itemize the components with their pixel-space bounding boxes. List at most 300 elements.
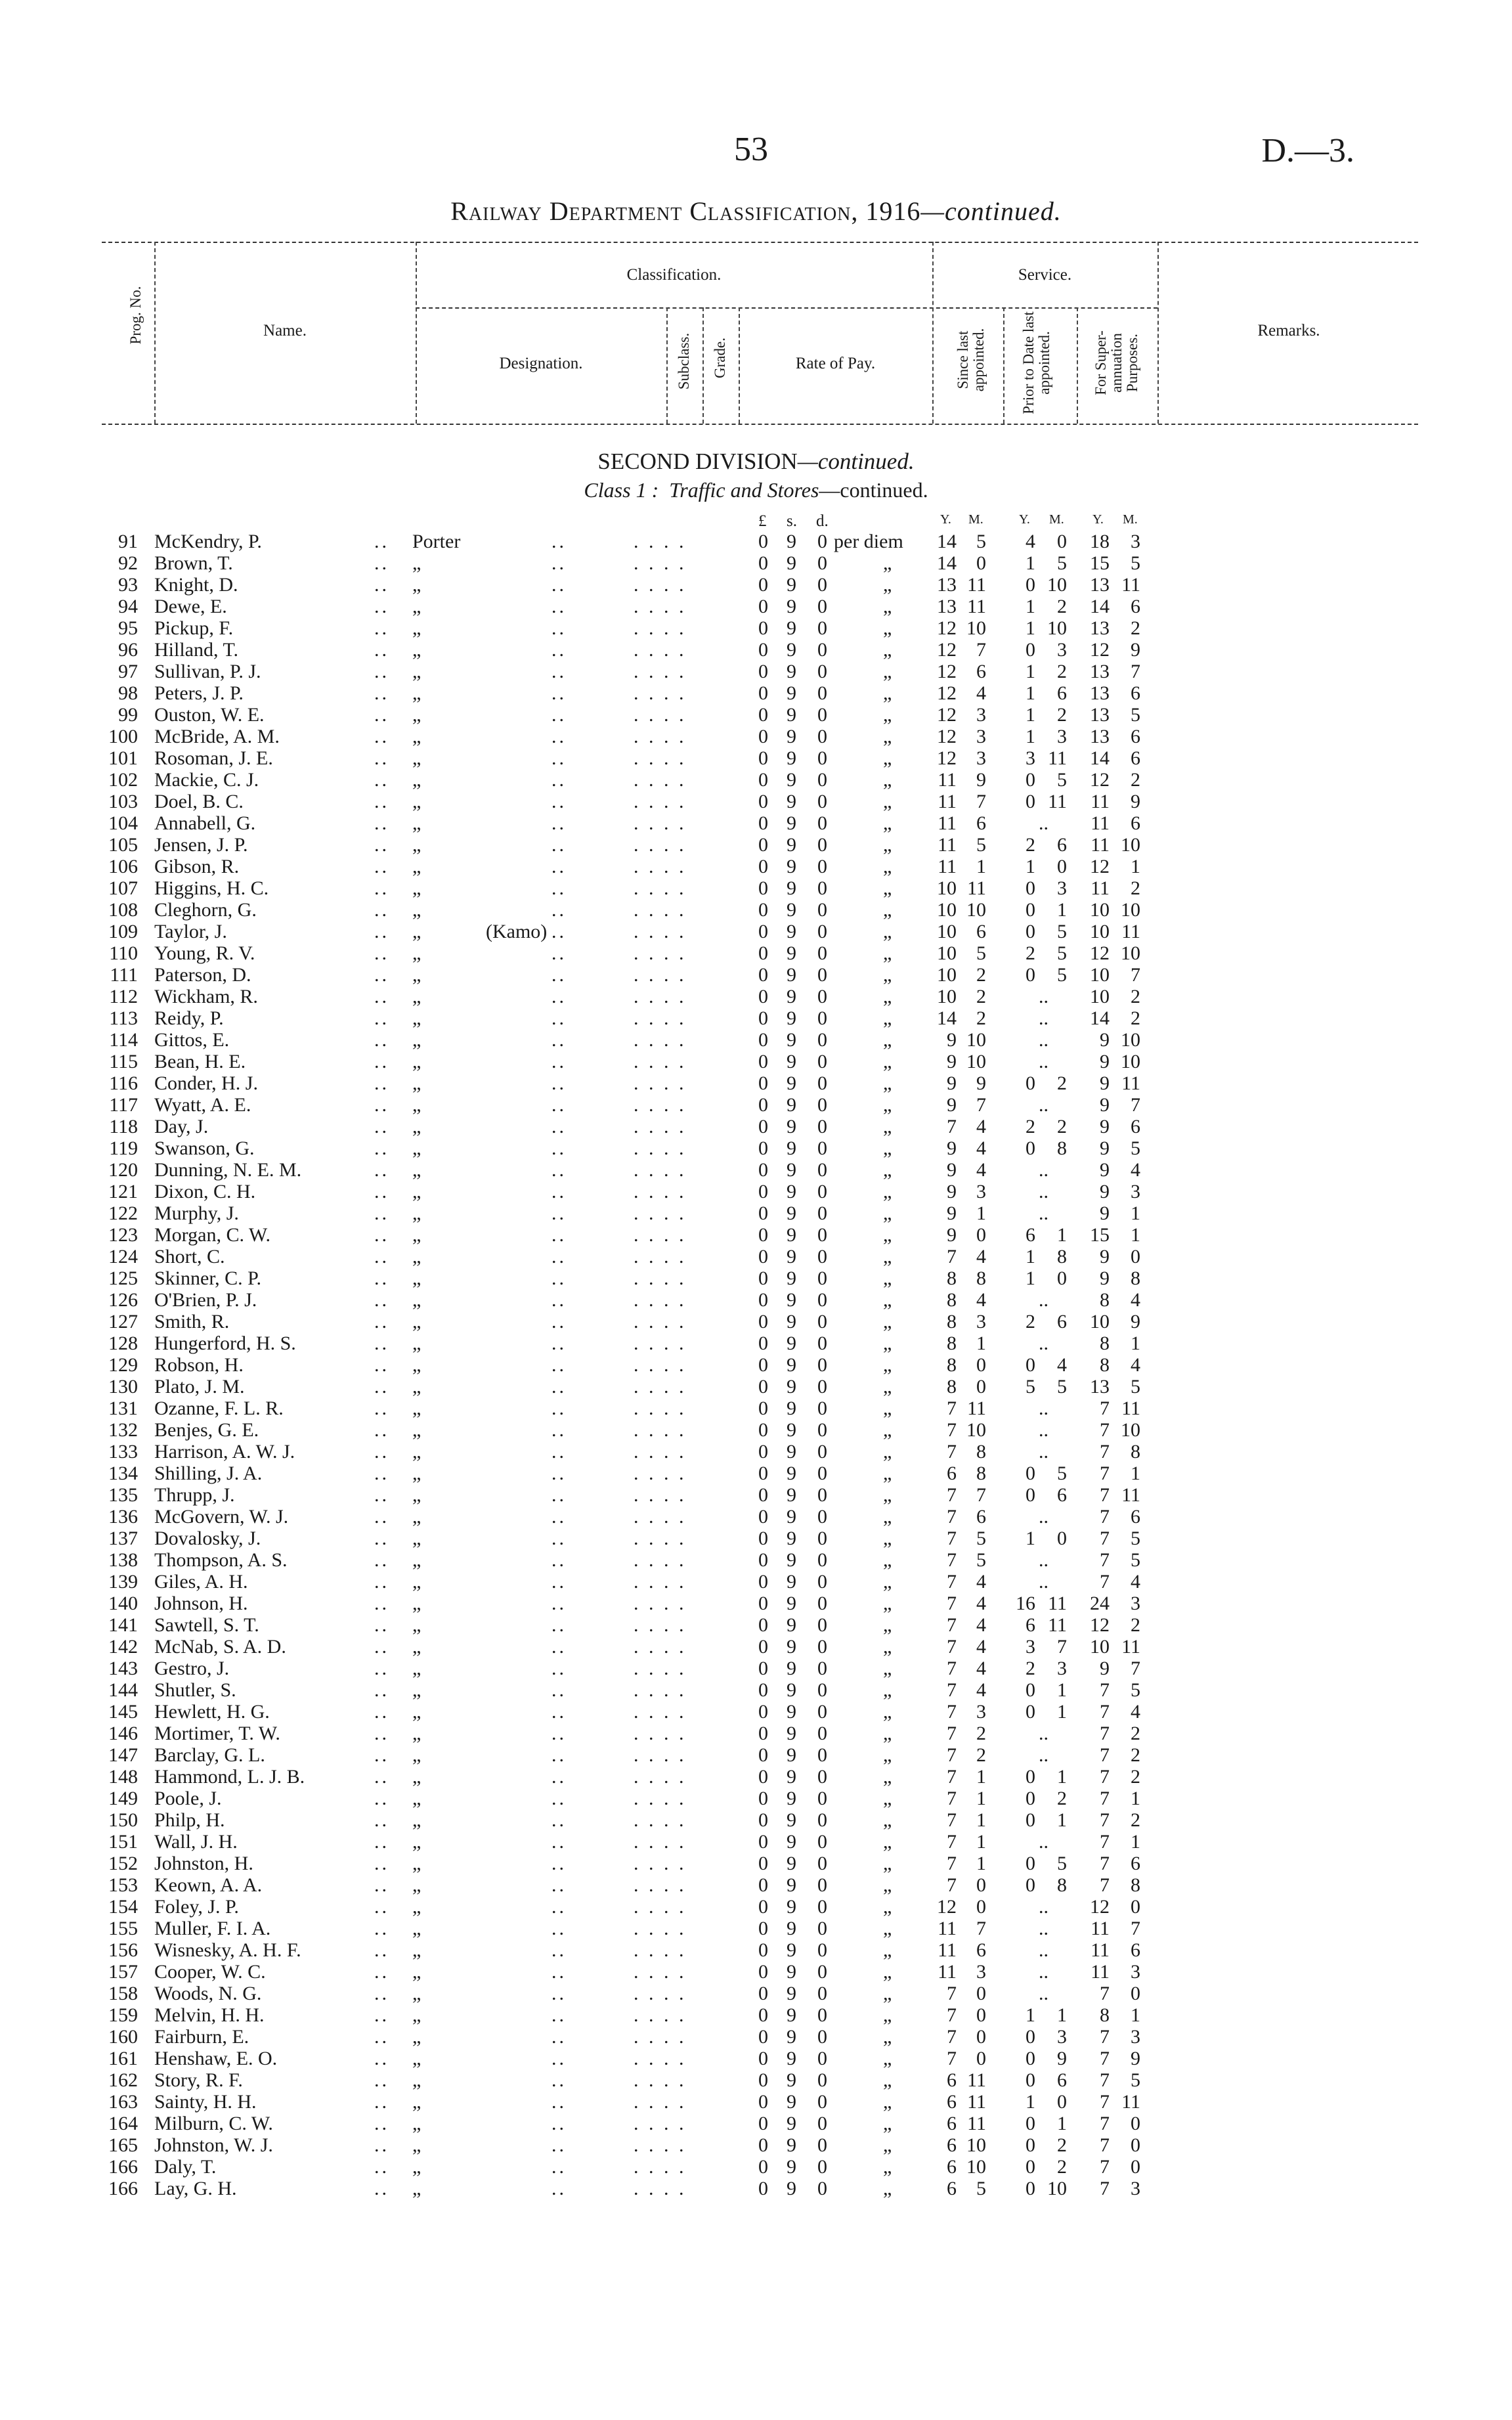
pay-pounds: 0 [758, 942, 768, 964]
staff-name: Ozanne, F. L. R. [154, 1397, 284, 1419]
pay-shillings: 9 [787, 1701, 796, 1723]
prog-number: 130 [108, 1376, 138, 1397]
super-months: 3 [1131, 531, 1140, 552]
prior-years: 0 [1026, 1701, 1035, 1723]
super-years: 7 [1100, 1549, 1110, 1571]
designation: „ [412, 747, 421, 769]
leader-dots: .. [551, 1137, 567, 1159]
table-row [0, 1549, 1512, 1571]
table-row [0, 1896, 1512, 1918]
pay-shillings: 9 [787, 1311, 796, 1332]
designation: Porter [412, 531, 461, 552]
table-row [0, 769, 1512, 791]
prior-months: 4 [1057, 1354, 1067, 1376]
prior-years: 1 [1026, 726, 1035, 747]
designation: „ [412, 726, 421, 747]
leader-dots: . . . . [634, 1766, 687, 1788]
leader-dots: .. [551, 1983, 567, 2004]
pay-unit: „ [883, 1788, 892, 1809]
super-months: 1 [1131, 2004, 1140, 2026]
pay-pence: 0 [817, 747, 827, 769]
since-months: 4 [976, 1289, 986, 1311]
pay-unit: „ [883, 1376, 892, 1397]
pay-unit: „ [883, 1983, 892, 2004]
prior-months: 0 [1057, 2091, 1067, 2113]
super-months: 3 [1131, 1593, 1140, 1614]
designation: „ [412, 986, 421, 1007]
leader-dots: .. [551, 1224, 567, 1246]
prior-months: 10 [1047, 617, 1067, 639]
pay-pounds: 0 [758, 1766, 768, 1788]
leader-dots: . . . . [634, 1831, 687, 1853]
pay-unit: „ [883, 1159, 892, 1181]
prog-number: 158 [108, 1983, 138, 2004]
designation: „ [412, 1766, 421, 1788]
leader-dots: . . . . [634, 1007, 687, 1029]
since-years: 12 [937, 639, 957, 661]
leader-dots: . . . . [634, 1549, 687, 1571]
since-years: 13 [937, 596, 957, 617]
table-row [0, 1766, 1512, 1788]
pay-pounds: 0 [758, 1267, 768, 1289]
designation: „ [412, 877, 421, 899]
pay-shillings: 9 [787, 2134, 796, 2156]
since-years: 11 [938, 791, 957, 812]
staff-name: Higgins, H. C. [154, 877, 269, 899]
document-code: D.—3. [1261, 132, 1354, 169]
pay-pounds: 0 [758, 1181, 768, 1202]
designation: „ [412, 1419, 421, 1441]
leader-dots: . . . . [634, 704, 687, 726]
since-months: 2 [976, 986, 986, 1007]
header-remarks: Remarks. [1257, 322, 1320, 340]
table-row [0, 1918, 1512, 1939]
staff-name: Daly, T. [154, 2156, 217, 2178]
pay-pence: 0 [817, 2004, 827, 2026]
pay-shillings: 9 [787, 1961, 796, 1983]
staff-name: Taylor, J. [154, 921, 227, 942]
leader-dots: .. [551, 1679, 567, 1701]
leader-dots: . . . . [634, 639, 687, 661]
prior-months: 8 [1057, 1137, 1067, 1159]
staff-name: Plato, J. M. [154, 1376, 245, 1397]
since-years: 9 [947, 1202, 957, 1224]
since-years: 7 [947, 1614, 957, 1636]
pay-pence: 0 [817, 1788, 827, 1809]
pay-pence: 0 [817, 1029, 827, 1051]
pay-unit: per diem [834, 531, 903, 552]
pay-unit: „ [883, 769, 892, 791]
pay-shillings: 9 [787, 1094, 796, 1116]
pay-pence: 0 [817, 1246, 827, 1267]
prior-years: .. [1039, 1549, 1048, 1571]
pay-pence: 0 [817, 574, 827, 596]
pay-pence: 0 [817, 1311, 827, 1332]
super-months: 11 [1121, 574, 1140, 596]
since-years: 10 [937, 877, 957, 899]
super-months: 7 [1131, 661, 1140, 682]
table-row [0, 1853, 1512, 1874]
leader-dots: .. [551, 877, 567, 899]
since-months: 0 [976, 1896, 986, 1918]
since-years: 10 [937, 921, 957, 942]
pay-unit: „ [883, 704, 892, 726]
leader-dots: .. [374, 1593, 389, 1614]
leader-dots: . . . . [634, 1116, 687, 1137]
leader-dots: . . . . [634, 1137, 687, 1159]
pay-pounds: 0 [758, 1528, 768, 1549]
prog-number: 156 [108, 1939, 138, 1961]
table-row [0, 1007, 1512, 1029]
since-years: 10 [937, 964, 957, 986]
table-row [0, 1939, 1512, 1961]
designation: „ [412, 2069, 421, 2091]
pay-unit: „ [883, 1809, 892, 1831]
leader-dots: .. [374, 2026, 389, 2048]
leader-dots: .. [374, 574, 389, 596]
prior-years: 1 [1026, 856, 1035, 877]
leader-dots: .. [551, 1311, 567, 1332]
designation: „ [412, 1896, 421, 1918]
since-months: 7 [976, 1484, 986, 1506]
table-row [0, 704, 1512, 726]
table-row [0, 791, 1512, 812]
prior-years: 1 [1026, 596, 1035, 617]
leader-dots: .. [551, 899, 567, 921]
leader-dots: .. [374, 1896, 389, 1918]
prog-number: 125 [108, 1267, 138, 1289]
prior-years: 6 [1026, 1224, 1035, 1246]
prior-years: 3 [1026, 1636, 1035, 1658]
prior-months: 10 [1047, 2178, 1067, 2199]
since-years: 13 [937, 574, 957, 596]
since-months: 0 [976, 1983, 986, 2004]
pay-pence: 0 [817, 1679, 827, 1701]
leader-dots: . . . . [634, 1961, 687, 1983]
super-years: 12 [1090, 1896, 1110, 1918]
leader-dots: . . . . [634, 1441, 687, 1463]
super-years: 7 [1100, 2091, 1110, 2113]
pay-unit: „ [883, 552, 892, 574]
super-months: 10 [1121, 899, 1140, 921]
super-years: 7 [1100, 2156, 1110, 2178]
since-months: 10 [966, 2134, 986, 2156]
since-months: 2 [976, 1723, 986, 1744]
super-months: 3 [1131, 2178, 1140, 2199]
pay-pence: 0 [817, 1376, 827, 1397]
title-main: Railway Department Classification, 1916 [450, 196, 921, 226]
leader-dots: .. [374, 1766, 389, 1788]
pay-shillings: 9 [787, 1267, 796, 1289]
leader-dots: . . . . [634, 2091, 687, 2113]
since-years: 14 [937, 1007, 957, 1029]
pay-pounds: 0 [758, 1029, 768, 1051]
since-months: 1 [976, 1809, 986, 1831]
since-months: 4 [976, 1614, 986, 1636]
prior-years: 6 [1026, 1614, 1035, 1636]
leader-dots: .. [551, 1918, 567, 1939]
staff-name: Murphy, J. [154, 1202, 239, 1224]
pay-unit: „ [883, 2178, 892, 2199]
prog-number: 139 [108, 1571, 138, 1593]
prog-number: 99 [118, 704, 138, 726]
table-row [0, 1441, 1512, 1463]
super-months: 1 [1131, 1202, 1140, 1224]
pay-unit: „ [883, 2004, 892, 2026]
prior-years: 2 [1026, 834, 1035, 856]
prog-number: 128 [108, 1332, 138, 1354]
since-months: 4 [976, 1658, 986, 1679]
super-years: 7 [1100, 1571, 1110, 1593]
prior-months: 11 [1048, 1593, 1067, 1614]
prog-number: 110 [109, 942, 138, 964]
prior-years: 2 [1026, 1658, 1035, 1679]
super-years: 7 [1100, 1809, 1110, 1831]
table-row [0, 899, 1512, 921]
leader-dots: .. [374, 1874, 389, 1896]
pay-pence: 0 [817, 1159, 827, 1181]
prior-years: .. [1039, 1896, 1048, 1918]
super-months: 7 [1131, 1658, 1140, 1679]
leader-dots: .. [551, 552, 567, 574]
prog-number: 91 [118, 531, 138, 552]
pay-unit: „ [883, 812, 892, 834]
leader-dots: .. [374, 1267, 389, 1289]
prog-number: 96 [118, 639, 138, 661]
pay-shillings: 9 [787, 986, 796, 1007]
header-subclass: Subclass. [676, 332, 692, 390]
super-months: 5 [1131, 1679, 1140, 1701]
pay-pence: 0 [817, 1831, 827, 1853]
super-months: 11 [1121, 1072, 1140, 1094]
staff-name: Day, J. [154, 1116, 209, 1137]
table-row [0, 1874, 1512, 1896]
leader-dots: . . . . [634, 2113, 687, 2134]
pay-pence: 0 [817, 2178, 827, 2199]
pay-unit: „ [883, 639, 892, 661]
unit-sup-y: Y. [1092, 512, 1104, 527]
pay-pence: 0 [817, 964, 827, 986]
prog-number: 92 [118, 552, 138, 574]
leader-dots: .. [374, 1983, 389, 2004]
pay-pounds: 0 [758, 2004, 768, 2026]
pay-unit: „ [883, 877, 892, 899]
staff-name: Hungerford, H. S. [154, 1332, 296, 1354]
table-row [0, 1267, 1512, 1289]
super-months: 7 [1131, 1094, 1140, 1116]
leader-dots: .. [551, 2004, 567, 2026]
since-months: 11 [967, 574, 986, 596]
designation: „ [412, 1658, 421, 1679]
pay-pence: 0 [817, 2048, 827, 2069]
leader-dots: .. [551, 1528, 567, 1549]
pay-pence: 0 [817, 552, 827, 574]
pay-pounds: 0 [758, 964, 768, 986]
designation: „ [412, 1636, 421, 1658]
pay-pence: 0 [817, 1181, 827, 1202]
designation: „ [412, 596, 421, 617]
leader-dots: . . . . [634, 856, 687, 877]
leader-dots: .. [374, 1809, 389, 1831]
pay-pence: 0 [817, 1766, 827, 1788]
prior-years: 0 [1026, 1463, 1035, 1484]
since-months: 0 [976, 2004, 986, 2026]
pay-unit: „ [883, 1094, 892, 1116]
table-row [0, 1094, 1512, 1116]
pay-pounds: 0 [758, 639, 768, 661]
prog-number: 142 [108, 1636, 138, 1658]
prior-years: .. [1039, 986, 1048, 1007]
pay-pounds: 0 [758, 1397, 768, 1419]
prior-months: 0 [1057, 1267, 1067, 1289]
table-row [0, 812, 1512, 834]
staff-name: Woods, N. G. [154, 1983, 262, 2004]
pay-pounds: 0 [758, 1311, 768, 1332]
leader-dots: .. [551, 856, 567, 877]
super-months: 8 [1131, 1267, 1140, 1289]
pay-shillings: 9 [787, 1658, 796, 1679]
leader-dots: .. [374, 661, 389, 682]
pay-pence: 0 [817, 1918, 827, 1939]
staff-name: Poole, J. [154, 1788, 222, 1809]
pay-unit: „ [883, 1961, 892, 1983]
super-months: 11 [1121, 2091, 1140, 2113]
table-row [0, 1224, 1512, 1246]
super-months: 4 [1131, 1289, 1140, 1311]
prog-number: 101 [108, 747, 138, 769]
pay-shillings: 9 [787, 704, 796, 726]
designation: „ [412, 1007, 421, 1029]
title-continued: —continued. [920, 196, 1062, 226]
since-years: 7 [947, 1744, 957, 1766]
pay-pence: 0 [817, 1007, 827, 1029]
designation: „ [412, 1029, 421, 1051]
prior-months: 8 [1057, 1874, 1067, 1896]
pay-shillings: 9 [787, 574, 796, 596]
prog-number: 141 [108, 1614, 138, 1636]
prior-months: 1 [1057, 1679, 1067, 1701]
pay-unit: „ [883, 899, 892, 921]
pay-pence: 0 [817, 1224, 827, 1246]
leader-dots: .. [374, 2113, 389, 2134]
prior-months: 5 [1057, 769, 1067, 791]
table-row [0, 1397, 1512, 1419]
pay-unit: „ [883, 1528, 892, 1549]
pay-pence: 0 [817, 1441, 827, 1463]
prog-number: 98 [118, 682, 138, 704]
staff-name: Sullivan, P. J. [154, 661, 261, 682]
pay-pounds: 0 [758, 1636, 768, 1658]
pay-pounds: 0 [758, 726, 768, 747]
leader-dots: .. [374, 1484, 389, 1506]
since-months: 1 [976, 1853, 986, 1874]
super-years: 7 [1100, 2113, 1110, 2134]
pay-pounds: 0 [758, 1007, 768, 1029]
leader-dots: .. [551, 1463, 567, 1484]
leader-dots: .. [374, 1332, 389, 1354]
prog-number: 126 [108, 1289, 138, 1311]
leader-dots: . . . . [634, 2048, 687, 2069]
table-row [0, 747, 1512, 769]
pay-pence: 0 [817, 531, 827, 552]
leader-dots: .. [374, 1419, 389, 1441]
since-months: 7 [976, 1918, 986, 1939]
leader-dots: .. [551, 1571, 567, 1593]
designation: „ [412, 1744, 421, 1766]
table-row [0, 1246, 1512, 1267]
super-years: 9 [1100, 1181, 1110, 1202]
header-classification: Classification. [626, 266, 722, 284]
since-years: 7 [947, 1528, 957, 1549]
super-months: 5 [1131, 1549, 1140, 1571]
prog-number: 111 [110, 964, 138, 986]
designation: „ [412, 1788, 421, 1809]
leader-dots: . . . . [634, 964, 687, 986]
super-months: 10 [1121, 834, 1140, 856]
super-years: 15 [1090, 552, 1110, 574]
staff-name: Pickup, F. [154, 617, 234, 639]
leader-dots: .. [551, 1289, 567, 1311]
pay-unit: „ [883, 942, 892, 964]
leader-dots: . . . . [634, 1506, 687, 1528]
prior-to-text: Prior to Date last appointed. [1020, 311, 1053, 414]
since-months: 3 [976, 747, 986, 769]
prior-years: 0 [1026, 791, 1035, 812]
since-months: 1 [976, 1332, 986, 1354]
super-months: 6 [1131, 747, 1140, 769]
leader-dots: .. [551, 2069, 567, 2091]
leader-dots: .. [551, 1332, 567, 1354]
table-row [0, 1723, 1512, 1744]
pay-pounds: 0 [758, 1463, 768, 1484]
pay-shillings: 9 [787, 1007, 796, 1029]
leader-dots: . . . . [634, 1636, 687, 1658]
pay-pounds: 0 [758, 1896, 768, 1918]
leader-dots: .. [374, 617, 389, 639]
since-years: 12 [937, 661, 957, 682]
prog-number: 114 [109, 1029, 138, 1051]
leader-dots: .. [374, 1289, 389, 1311]
prior-months: 5 [1057, 1376, 1067, 1397]
super-years: 14 [1090, 596, 1110, 617]
leader-dots: .. [374, 552, 389, 574]
super-years: 8 [1100, 2004, 1110, 2026]
prior-years: 0 [1026, 639, 1035, 661]
prior-months: 6 [1057, 682, 1067, 704]
prior-years: 2 [1026, 942, 1035, 964]
prior-months: 1 [1057, 899, 1067, 921]
pay-unit: „ [883, 1181, 892, 1202]
leader-dots: .. [374, 899, 389, 921]
designation: „ [412, 661, 421, 682]
leader-dots: .. [374, 704, 389, 726]
pay-shillings: 9 [787, 2004, 796, 2026]
pay-shillings: 9 [787, 942, 796, 964]
staff-name: Dixon, C. H. [154, 1181, 256, 1202]
since-years: 7 [947, 1116, 957, 1137]
prog-number: 113 [109, 1007, 138, 1029]
pay-unit: „ [883, 574, 892, 596]
since-years: 12 [937, 617, 957, 639]
pay-shillings: 9 [787, 812, 796, 834]
since-years: 7 [947, 1766, 957, 1788]
designation: „ [412, 964, 421, 986]
header-for-super [1093, 309, 1140, 417]
since-years: 7 [947, 1593, 957, 1614]
since-years: 8 [947, 1267, 957, 1289]
pay-unit: „ [883, 617, 892, 639]
table-row [0, 1202, 1512, 1224]
